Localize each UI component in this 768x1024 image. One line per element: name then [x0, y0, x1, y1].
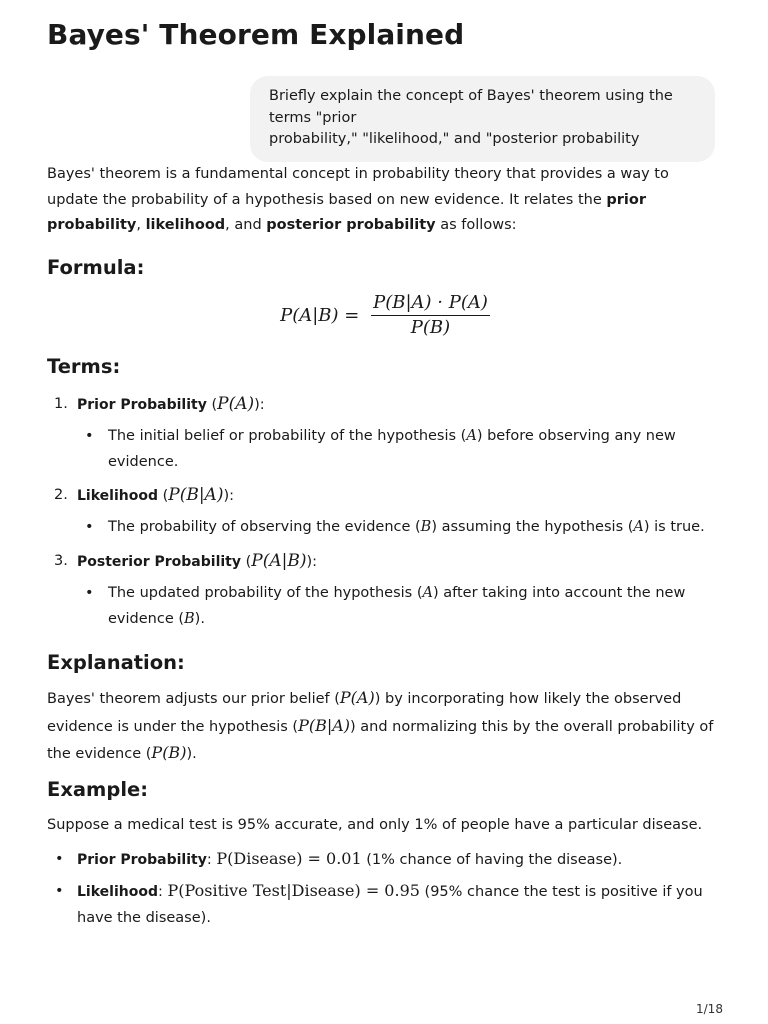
example-note: have the disease). — [77, 910, 211, 926]
example-item — [55, 878, 723, 931]
desc-text: ) assuming the hypothesis ( — [431, 519, 634, 535]
bold-term: likelihood — [145, 217, 226, 233]
bullet-icon: • — [85, 519, 94, 535]
math-symbol: P(B|A) — [298, 715, 351, 735]
user-message-line: Briefly explain the concept of Bayes' theorem using the terms "prior — [269, 88, 673, 126]
user-message-bubble — [250, 76, 715, 162]
explanation-text: ) by incorporating how likely the observed — [374, 691, 682, 707]
explanation-text: Bayes' theorem adjusts our prior belief ( — [47, 691, 340, 707]
term-name: Likelihood — [77, 488, 158, 504]
desc-symbol: B — [184, 611, 195, 627]
desc-text: The probability of observing the evidence ( — [108, 519, 421, 535]
example-expression: P(Disease) = 0.01 — [216, 849, 362, 868]
explanation-text: the evidence ( — [47, 746, 152, 762]
term-number: 2. — [54, 487, 68, 503]
intro-text: Bayes' theorem is a fundamental concept in probability theory that provides a way to update the probability of a hypothesis based on new evidence. It relates the — [47, 166, 669, 208]
formula-denominator: P(B) — [410, 317, 451, 338]
math-symbol: P(B) — [151, 743, 187, 762]
bold-term: prior probability — [47, 191, 646, 233]
formula-numerator: P(B|A) · P(A) — [371, 292, 490, 316]
term-description — [85, 514, 723, 540]
desc-symbol: A — [466, 428, 477, 444]
example-note: (1% chance of having the disease). — [361, 852, 623, 868]
desc-symbol: B — [420, 519, 432, 535]
desc-symbol: A — [633, 519, 644, 535]
explanation-text: ) and normalizing this by the overall probability of — [350, 718, 714, 735]
desc-text: ) before observing any new — [476, 428, 676, 444]
term-heading: Posterior Probability (P(A|B)): — [77, 551, 318, 571]
math-symbol: P(A) — [339, 688, 375, 707]
example-text: : — [206, 852, 217, 868]
desc-text: evidence. — [108, 454, 179, 470]
term-name: Posterior Probability — [77, 554, 241, 570]
bullet-icon: • — [85, 585, 94, 601]
example-item — [55, 846, 723, 873]
intro-text: as follows: — [435, 217, 517, 233]
term-symbol: P(B|A) — [168, 485, 224, 505]
page-title: Bayes' Theorem Explained — [47, 18, 465, 51]
formula-fraction — [371, 292, 490, 338]
bullet-icon: • — [55, 883, 64, 899]
intro-text: , — [136, 217, 146, 233]
desc-text: ) is true. — [643, 519, 705, 535]
bullet-icon: • — [55, 851, 64, 867]
explanation-text: evidence is under the hypothesis ( — [47, 718, 299, 735]
example-heading: Example: — [47, 778, 149, 801]
user-message-line: probability," "likelihood," and "posterior probability — [269, 131, 640, 147]
term-number: 1. — [54, 396, 68, 412]
page-number: 1/18 — [696, 1002, 723, 1016]
intro-paragraph — [47, 162, 723, 239]
bold-term: posterior probability — [266, 217, 436, 233]
term-description — [85, 423, 723, 475]
explanation-paragraph — [47, 685, 723, 768]
formula-lhs: P(A|B) = — [280, 304, 360, 326]
term-symbol: P(A|B) — [251, 551, 307, 571]
formula-heading: Formula: — [47, 256, 145, 279]
example-expression: P(Positive Test|Disease) = 0.95 — [167, 881, 420, 900]
term-symbol: P(A) — [217, 394, 255, 414]
term-number: 3. — [54, 553, 68, 569]
term-heading: Prior Probability (P(A)): — [77, 394, 265, 414]
desc-text: The initial belief or probability of the hypothesis ( — [108, 428, 467, 444]
terms-heading: Terms: — [47, 355, 121, 378]
example-label: Likelihood — [77, 884, 158, 900]
bullet-icon: • — [85, 428, 94, 444]
explanation-text: ). — [186, 746, 197, 762]
desc-symbol: A — [422, 585, 433, 601]
bayes-formula — [47, 292, 723, 338]
term-name: Prior Probability — [77, 397, 207, 413]
term-description — [85, 580, 723, 632]
example-label: Prior Probability — [77, 852, 207, 868]
term-heading: Likelihood (P(B|A)): — [77, 485, 235, 505]
desc-text: ). — [194, 611, 205, 627]
intro-text: , and — [225, 217, 267, 233]
example-text: : — [157, 884, 168, 900]
desc-text: evidence ( — [108, 611, 185, 627]
desc-text: ) after taking into account the new — [432, 585, 686, 601]
example-intro: Suppose a medical test is 95% accurate, and only 1% of people have a particular disease. — [47, 817, 703, 833]
example-note: (95% chance the test is positive if you — [419, 884, 703, 900]
desc-text: The updated probability of the hypothesis ( — [108, 585, 423, 601]
explanation-heading: Explanation: — [47, 651, 185, 674]
